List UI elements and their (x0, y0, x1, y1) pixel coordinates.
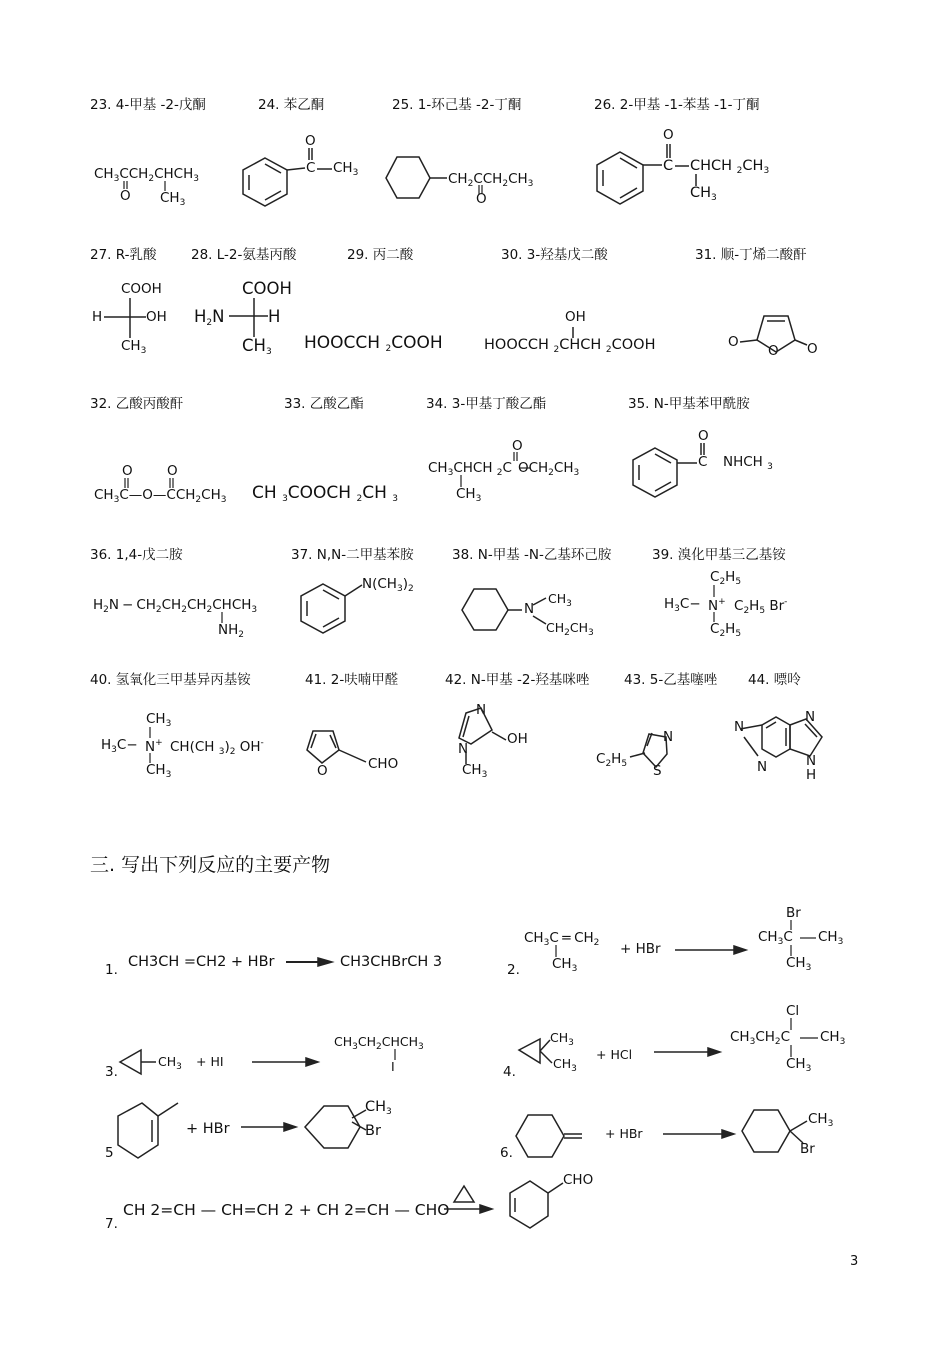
compound-name-41: 41. 2-呋喃甲醛 (305, 672, 399, 688)
cyclopropane-r4 (519, 1039, 540, 1063)
cyclohexane-r5-product (305, 1106, 360, 1148)
reaction-1-equation: CH3CH =CH2 + HBr (128, 954, 275, 970)
reaction-7-equation: CH 2=CH — CH=CH 2 + CH 2=CH — CHO (123, 1201, 450, 1219)
imidazole-ring-42 (459, 708, 492, 744)
compound-name-42: 42. N-甲基 -2-羟基咪唑 (445, 672, 590, 688)
compound-name-38: 38. N-甲基 -N-乙基环己胺 (452, 547, 612, 563)
reaction-1-product: CH3CHBrCH 3 (340, 954, 443, 970)
compound-name-29: 29. 丙二酸 (347, 247, 414, 263)
methylenecyclohexane-r6 (516, 1115, 564, 1157)
compound-name-30: 30. 3-羟基戊二酸 (501, 247, 608, 263)
compound-name-28: 28. L-2-氨基丙酸 (191, 247, 297, 263)
reaction-3-number: 3. (105, 1064, 118, 1080)
compound-name-26: 26. 2-甲基 -1-苯基 -1-丁酮 (594, 97, 760, 113)
reaction-2-plus: + HBr (620, 941, 661, 957)
compound-name-36: 36. 1,4-戊二胺 (90, 547, 183, 563)
page-number: 3 (850, 1254, 859, 1269)
compound-name-23: 23. 4-甲基 -2-戊酮 (90, 97, 206, 113)
compound-name-39: 39. 溴化甲基三乙基铵 (652, 547, 786, 563)
section-heading: 三. 写出下列反应的主要产物 (90, 854, 331, 876)
reaction-6-plus: + HBr (605, 1126, 643, 1141)
compound-name-43: 43. 5-乙基噻唑 (624, 672, 718, 688)
compound-name-31: 31. 顺-丁烯二酸酐 (695, 247, 807, 263)
compound-name-27: 27. R-乳酸 (90, 247, 157, 263)
reaction-7-number: 7. (105, 1216, 118, 1232)
reaction-4-plus: + HCl (596, 1047, 633, 1062)
reaction-5-number: 5 (105, 1145, 114, 1161)
cyclohexane-r6-product (742, 1110, 790, 1152)
compound-name-40: 40. 氢氧化三甲基异丙基铵 (90, 672, 251, 688)
reaction-3-plus: + HI (196, 1054, 224, 1069)
cyclopropane-r3 (120, 1050, 141, 1074)
heat-triangle-icon (454, 1186, 474, 1202)
cyclohexane-25 (386, 157, 430, 198)
compound-name-35: 35. N-甲基苯甲酰胺 (628, 396, 750, 412)
reaction-5-plus: + HBr (186, 1121, 230, 1137)
compound-name-34: 34. 3-甲基丁酸乙酯 (426, 396, 547, 412)
compound-name-32: 32. 乙酸丙酸酐 (90, 396, 184, 412)
compound-name-25: 25. 1-环己基 -2-丁酮 (392, 97, 522, 113)
thiazole-ring-43 (643, 734, 667, 767)
struct-23-text: $CH_3CCH_2CHCH_3$ (94, 166, 199, 184)
compound-name-24: 24. 苯乙酮 (258, 97, 325, 113)
reaction-6-number: 6. (500, 1145, 513, 1161)
compound-name-44: 44. 嘌呤 (748, 672, 801, 688)
reaction-1-number: 1. (105, 962, 118, 978)
benzene-ring-26 (597, 152, 643, 204)
cyclohexane-38 (462, 589, 508, 630)
reaction-4-number: 4. (503, 1064, 516, 1080)
compound-name-37: 37. N,N-二甲基苯胺 (291, 547, 414, 563)
compound-name-33: 33. 乙酸乙酯 (284, 396, 364, 412)
reaction-2-number: 2. (507, 962, 520, 978)
